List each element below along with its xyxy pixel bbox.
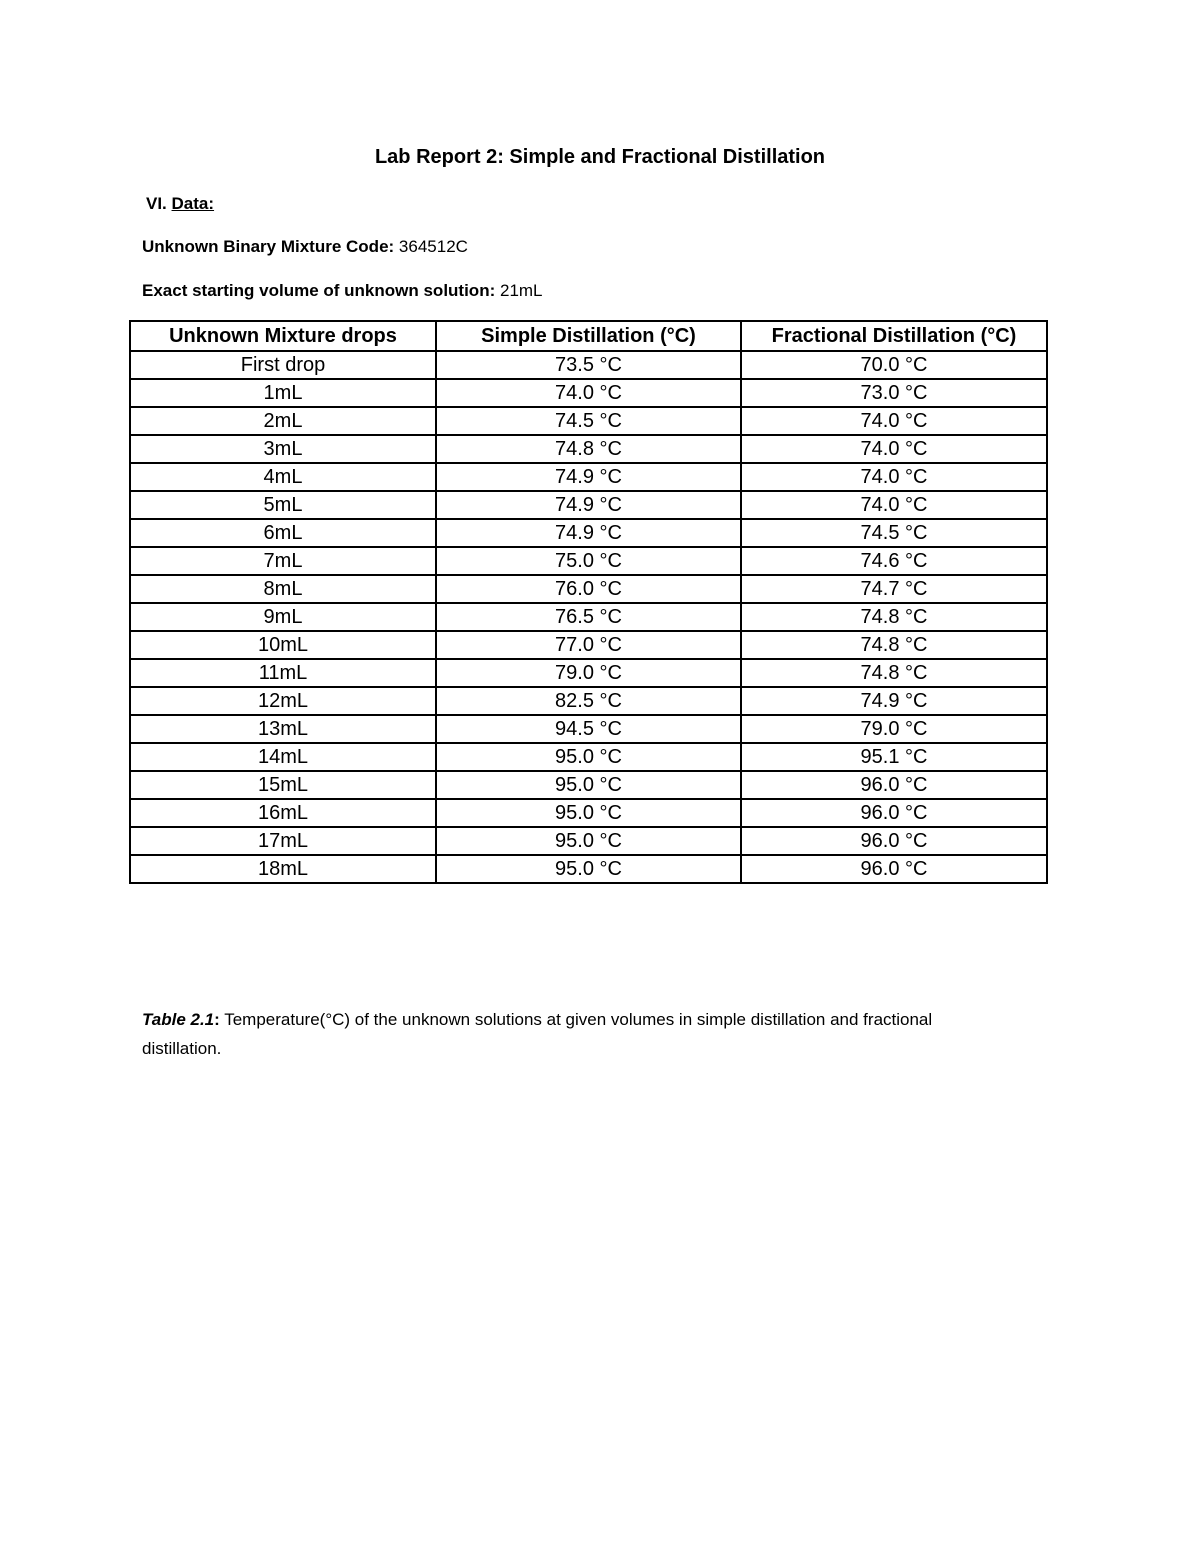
cell-simple-temp: 77.0 °C bbox=[436, 631, 741, 659]
cell-simple-temp: 95.0 °C bbox=[436, 771, 741, 799]
table-row bbox=[130, 407, 1047, 435]
cell-fractional-temp: 74.0 °C bbox=[741, 407, 1047, 435]
table-caption bbox=[142, 1005, 1002, 1063]
table-row bbox=[130, 435, 1047, 463]
cell-fractional-temp: 74.6 °C bbox=[741, 547, 1047, 575]
table-row bbox=[130, 631, 1047, 659]
table-row bbox=[130, 827, 1047, 855]
section-heading bbox=[146, 192, 214, 216]
cell-simple-temp: 74.8 °C bbox=[436, 435, 741, 463]
cell-volume: 12mL bbox=[130, 687, 436, 715]
cell-simple-temp: 74.5 °C bbox=[436, 407, 741, 435]
cell-volume: 7mL bbox=[130, 547, 436, 575]
cell-fractional-temp: 96.0 °C bbox=[741, 771, 1047, 799]
cell-simple-temp: 74.9 °C bbox=[436, 519, 741, 547]
table-header-row bbox=[130, 321, 1047, 351]
table-row bbox=[130, 603, 1047, 631]
cell-volume: 14mL bbox=[130, 743, 436, 771]
cell-simple-temp: 95.0 °C bbox=[436, 855, 741, 883]
header-simple-distillation: Simple Distillation (°C) bbox=[436, 321, 741, 351]
cell-volume: 15mL bbox=[130, 771, 436, 799]
cell-simple-temp: 73.5 °C bbox=[436, 351, 741, 379]
table-row bbox=[130, 743, 1047, 771]
cell-fractional-temp: 96.0 °C bbox=[741, 799, 1047, 827]
cell-fractional-temp: 74.0 °C bbox=[741, 435, 1047, 463]
table-row bbox=[130, 799, 1047, 827]
cell-simple-temp: 76.5 °C bbox=[436, 603, 741, 631]
table-row bbox=[130, 659, 1047, 687]
cell-volume: 1mL bbox=[130, 379, 436, 407]
cell-fractional-temp: 74.8 °C bbox=[741, 603, 1047, 631]
table-row bbox=[130, 351, 1047, 379]
cell-simple-temp: 74.9 °C bbox=[436, 491, 741, 519]
cell-fractional-temp: 70.0 °C bbox=[741, 351, 1047, 379]
cell-volume: 13mL bbox=[130, 715, 436, 743]
cell-simple-temp: 74.9 °C bbox=[436, 463, 741, 491]
cell-volume: 18mL bbox=[130, 855, 436, 883]
table-row bbox=[130, 771, 1047, 799]
table-row bbox=[130, 547, 1047, 575]
cell-simple-temp: 76.0 °C bbox=[436, 575, 741, 603]
cell-volume: 9mL bbox=[130, 603, 436, 631]
table-row bbox=[130, 687, 1047, 715]
mixture-code-line bbox=[142, 235, 468, 259]
cell-volume: 16mL bbox=[130, 799, 436, 827]
cell-simple-temp: 82.5 °C bbox=[436, 687, 741, 715]
cell-simple-temp: 74.0 °C bbox=[436, 379, 741, 407]
cell-volume: First drop bbox=[130, 351, 436, 379]
starting-volume-value: 21mL bbox=[499, 281, 543, 300]
table-row bbox=[130, 855, 1047, 883]
table-row bbox=[130, 715, 1047, 743]
distillation-data-table bbox=[129, 320, 1048, 884]
table-body bbox=[130, 351, 1047, 883]
cell-fractional-temp: 74.8 °C bbox=[741, 659, 1047, 687]
cell-simple-temp: 95.0 °C bbox=[436, 799, 741, 827]
cell-fractional-temp: 95.1 °C bbox=[741, 743, 1047, 771]
mixture-code-label: Unknown Binary Mixture Code: bbox=[142, 237, 395, 256]
table-row bbox=[130, 463, 1047, 491]
caption-text: Temperature(°C) of the unknown solutions at given volumes in simple distillation and fractional distillation. bbox=[142, 1010, 933, 1058]
cell-fractional-temp: 73.0 °C bbox=[741, 379, 1047, 407]
cell-volume: 10mL bbox=[130, 631, 436, 659]
caption-label: Table 2.1 bbox=[142, 1010, 215, 1029]
cell-volume: 2mL bbox=[130, 407, 436, 435]
cell-simple-temp: 94.5 °C bbox=[436, 715, 741, 743]
mixture-code-value: 364512C bbox=[398, 237, 468, 256]
starting-volume-label: Exact starting volume of unknown solution: bbox=[142, 281, 496, 300]
cell-fractional-temp: 96.0 °C bbox=[741, 855, 1047, 883]
cell-volume: 17mL bbox=[130, 827, 436, 855]
header-fractional-distillation: Fractional Distillation (°C) bbox=[741, 321, 1047, 351]
cell-volume: 5mL bbox=[130, 491, 436, 519]
cell-simple-temp: 95.0 °C bbox=[436, 827, 741, 855]
cell-volume: 11mL bbox=[130, 659, 436, 687]
table-row bbox=[130, 575, 1047, 603]
cell-simple-temp: 75.0 °C bbox=[436, 547, 741, 575]
starting-volume-line bbox=[142, 279, 543, 303]
cell-fractional-temp: 79.0 °C bbox=[741, 715, 1047, 743]
cell-volume: 6mL bbox=[130, 519, 436, 547]
cell-fractional-temp: 74.7 °C bbox=[741, 575, 1047, 603]
cell-fractional-temp: 74.5 °C bbox=[741, 519, 1047, 547]
table-row bbox=[130, 379, 1047, 407]
caption-colon: : bbox=[214, 1010, 220, 1029]
cell-fractional-temp: 74.9 °C bbox=[741, 687, 1047, 715]
cell-simple-temp: 79.0 °C bbox=[436, 659, 741, 687]
table-row bbox=[130, 519, 1047, 547]
cell-fractional-temp: 74.8 °C bbox=[741, 631, 1047, 659]
cell-fractional-temp: 74.0 °C bbox=[741, 463, 1047, 491]
cell-fractional-temp: 96.0 °C bbox=[741, 827, 1047, 855]
page-title: Lab Report 2: Simple and Fractional Distillation bbox=[374, 146, 826, 168]
cell-simple-temp: 95.0 °C bbox=[436, 743, 741, 771]
cell-volume: 8mL bbox=[130, 575, 436, 603]
header-mixture-drops: Unknown Mixture drops bbox=[130, 321, 436, 351]
cell-fractional-temp: 74.0 °C bbox=[741, 491, 1047, 519]
section-number: VI. bbox=[146, 194, 167, 213]
cell-volume: 3mL bbox=[130, 435, 436, 463]
cell-volume: 4mL bbox=[130, 463, 436, 491]
table-row bbox=[130, 491, 1047, 519]
section-label: Data: bbox=[171, 194, 215, 213]
